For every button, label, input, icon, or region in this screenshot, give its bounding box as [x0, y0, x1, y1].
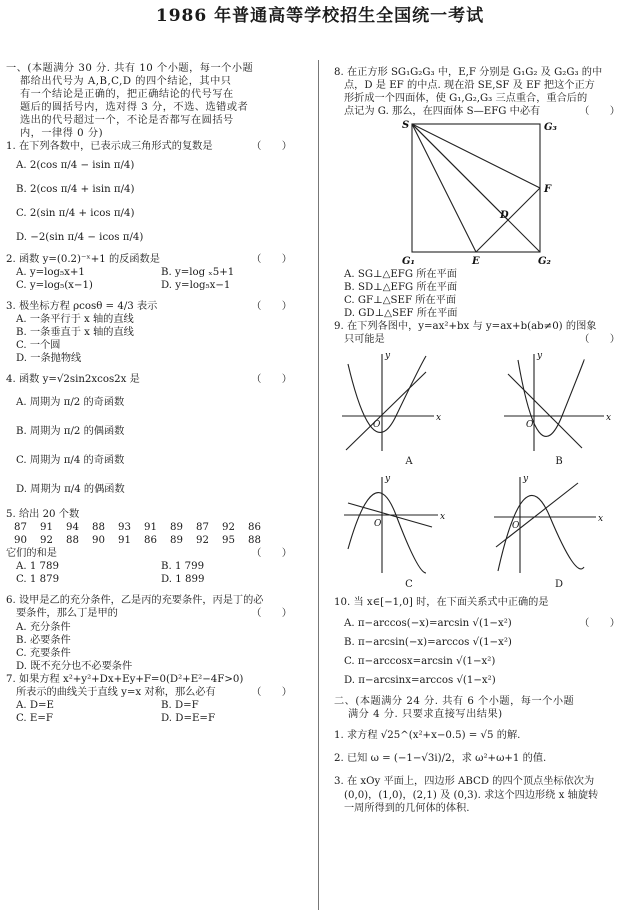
graph-c-plot — [334, 469, 484, 579]
question-2 — [6, 253, 306, 292]
number: 89 — [170, 522, 183, 534]
graph-b — [484, 346, 634, 469]
option-a: A. y=log₅x+1 — [16, 266, 85, 278]
option-c: C. 周期为 π/4 的奇函数 — [16, 455, 125, 467]
y-label: y — [537, 351, 543, 362]
number: 92 — [40, 535, 53, 547]
option-c: C. 2(sin π/4 + icos π/4) — [16, 208, 135, 220]
number: 88 — [248, 535, 261, 547]
option-b: B. D=F — [161, 699, 199, 711]
instruction-line: 都给出代号为 A,B,C,D 的四个结论，其中只 — [20, 76, 232, 88]
instruction-line: 内，一律得 0 分) — [20, 128, 104, 140]
option-a: A. D=E — [16, 699, 54, 711]
answer-bracket: （ ） — [579, 106, 620, 118]
question-6 — [6, 594, 306, 672]
label-G1: G₁ — [402, 256, 415, 268]
square-fold-figure — [334, 118, 634, 268]
number-row-1 — [6, 521, 306, 534]
question-5 — [6, 508, 306, 586]
question-stem: 3. 在 xOy 平面上，四边形 ABCD 的四个顶点坐标依次为 — [334, 776, 595, 788]
option-d: D. 既不充分也不必要条件 — [16, 660, 133, 672]
origin-label: O — [373, 420, 381, 431]
question-3 — [6, 300, 306, 365]
section2-question-2: 2. 已知 ω = (−1−√3i)/2，求 ω²+ω+1 的值. — [334, 753, 547, 765]
graph-d-label: D — [554, 579, 564, 591]
number: 87 — [14, 522, 27, 534]
number: 87 — [196, 522, 209, 534]
page-title: 1986 年普通高等学校招生全国统一考试 — [155, 6, 485, 26]
option-a: A. π−arccos(−x)=arcsin √(1−x²) — [344, 618, 512, 630]
question-stem: 8. 在正方形 SG₁G₂G₃ 中，E,F 分别是 G₁G₂ 及 G₂G₃ 的中 — [334, 67, 603, 78]
number: 86 — [248, 522, 261, 534]
segment-SE — [412, 124, 476, 252]
parabola — [498, 496, 584, 572]
question-stem: 9. 在下列各图中，y=ax²+bx 与 y=ax+b(ab≠0) 的图象 — [334, 321, 597, 333]
parabola — [348, 356, 426, 432]
option-c: C. π−arccosx=arcsin √(1−x²) — [344, 656, 496, 668]
question-stem: 6. 设甲是乙的充分条件，乙是丙的充要条件，丙是丁的必 — [6, 595, 264, 607]
instruction-line: 二、(本题满分 24 分. 共有 6 个小题，每一个小题 — [334, 696, 575, 708]
option-d: D. −2(sin π/4 − icos π/4) — [16, 232, 144, 244]
y-label: y — [385, 474, 391, 485]
left-column — [6, 62, 306, 725]
option-b: B. 必要条件 — [16, 634, 71, 646]
question-stem-cont: 一周所得到的几何体的体积. — [344, 802, 470, 814]
graph-a-plot — [334, 346, 484, 456]
straight-line — [346, 372, 426, 450]
section-one-instructions — [6, 62, 306, 140]
option-b: B. y=log ₓ5+1 — [161, 266, 235, 278]
number: 88 — [92, 522, 105, 534]
number: 92 — [222, 522, 235, 534]
section2-question-1: 1. 求方程 √25^(x²+x−0.5) = √5 的解. — [334, 730, 521, 742]
question-stem-cont: 点记为 G. 那么，在四面体 S—EFG 中必有 — [344, 106, 541, 118]
question-stem-cont: 形折成一个四面体，使 G₁,G₂,G₃ 三点重合，重合后的 — [344, 93, 588, 105]
y-label: y — [523, 474, 529, 485]
instruction-line: 有一个结论是正确的，把正确结论的代号写在 — [20, 89, 234, 101]
option-b: B. 1 799 — [161, 561, 205, 573]
number-row-2 — [6, 534, 306, 547]
label-E: E — [472, 256, 480, 268]
question-stem-cont: (0,0)，(1,0)，(2,1) 及 (0,3). 求这个四边形绕 x 轴旋转 — [344, 789, 599, 801]
question-stem: 2. 函数 y=(0.2)⁻ˣ+1 的反函数是 — [6, 253, 160, 265]
column-divider — [318, 60, 319, 910]
question-stem-cont: 点，D 是 EF 的中点. 现在沿 SE,SF 及 EF 把这个正方 — [344, 80, 595, 92]
number: 92 — [196, 535, 209, 547]
question-stem-cont: 所表示的曲线关于直线 y=x 对称，那么必有 — [16, 686, 216, 698]
graph-b-label: B — [555, 456, 563, 468]
answer-bracket: （ ） — [251, 253, 292, 265]
question-7 — [6, 673, 306, 725]
origin-label: O — [374, 519, 382, 530]
option-a: A. 2(cos π/4 − isin π/4) — [16, 160, 135, 172]
option-c: C. 一个圆 — [16, 339, 61, 351]
graph-d-plot — [484, 469, 634, 579]
section2-question-3 — [334, 775, 634, 814]
option-b: B. SD⊥△EFG 所在平面 — [344, 282, 458, 294]
answer-bracket: （ ） — [251, 608, 292, 620]
answer-bracket: （ ） — [579, 618, 620, 630]
x-label: x — [598, 514, 604, 525]
number: 90 — [14, 535, 27, 547]
option-d: D. π−arcsinx=arccos √(1−x²) — [344, 675, 496, 687]
question-9 — [334, 320, 634, 592]
x-label: x — [436, 413, 442, 424]
number: 93 — [118, 522, 131, 534]
graph-c — [334, 469, 484, 592]
answer-bracket: （ ） — [579, 334, 620, 346]
option-a: A. 周期为 π/2 的奇函数 — [16, 396, 125, 408]
number: 95 — [222, 535, 235, 547]
answer-bracket: （ ） — [251, 141, 292, 153]
option-b: B. 一条垂直于 x 轴的直线 — [16, 326, 134, 338]
question-stem: 10. 当 x∈[−1,0] 时，在下面关系式中正确的是 — [334, 597, 549, 609]
x-label: x — [606, 413, 612, 424]
question-stem: 3. 极坐标方程 ρcosθ = 4/3 表示 — [6, 300, 158, 312]
label-G2: G₂ — [538, 256, 551, 268]
graph-a — [334, 346, 484, 469]
option-c: C. 1 879 — [16, 574, 60, 586]
option-d: D. D=E=F — [161, 712, 216, 724]
number: 90 — [92, 535, 105, 547]
question-stem-cont: 要条件，那么丁是甲的 — [16, 608, 118, 620]
question-stem-cont: 只可能是 — [344, 334, 385, 346]
answer-bracket: （ ） — [251, 686, 292, 698]
option-a: A. 一条平行于 x 轴的直线 — [16, 313, 134, 325]
option-b: B. 2(cos π/4 + isin π/4) — [16, 184, 135, 196]
straight-line — [496, 483, 578, 547]
answer-bracket: （ ） — [251, 300, 292, 312]
number: 86 — [144, 535, 157, 547]
origin-label: O — [526, 420, 534, 431]
section-two-instructions — [334, 695, 634, 721]
label-D: D — [500, 210, 509, 222]
origin-label: O — [512, 521, 520, 532]
option-b: B. 周期为 π/2 的偶函数 — [16, 425, 125, 437]
right-column — [334, 66, 634, 815]
segment-SG2 — [412, 124, 540, 252]
graph-d — [484, 469, 634, 592]
question-ask: 它们的和是 — [6, 548, 57, 560]
graph-a-label: A — [405, 456, 413, 468]
option-b: B. π−arcsin(−x)=arccos √(1−x²) — [344, 637, 512, 649]
option-d: D. 周期为 π/4 的偶函数 — [16, 484, 125, 496]
question-stem: 5. 给出 20 个数 — [6, 509, 80, 521]
instruction-line: 题后的圆括号内，选对得 3 分，不选、选错或者 — [20, 102, 249, 114]
question-10 — [334, 596, 634, 687]
graph-b-plot — [484, 346, 634, 456]
number: 89 — [170, 535, 183, 547]
label-G3: G₃ — [544, 122, 557, 134]
graph-options — [334, 346, 634, 592]
option-c: C. y=log₅(x−1) — [16, 279, 93, 291]
answer-bracket: （ ） — [251, 548, 292, 560]
question-stem: 4. 函数 y=√2sin2xcos2x 是 — [6, 373, 140, 385]
question-1 — [6, 140, 306, 244]
option-a: A. SG⊥△EFG 所在平面 — [344, 269, 457, 281]
instruction-line: 满分 4 分. 只要求直接写出结果) — [348, 709, 503, 721]
label-S: S — [402, 120, 410, 132]
number: 91 — [144, 522, 157, 534]
option-c: C. 充要条件 — [16, 647, 71, 659]
question-stem: 7. 如果方程 x²+y²+Dx+Ey+F=0(D²+E²−4F>0) — [6, 673, 244, 685]
option-d: D. GD⊥△SEF 所在平面 — [344, 308, 458, 320]
y-label: y — [385, 351, 391, 362]
instruction-line: 一、(本题满分 30 分. 共有 10 个小题，每一个小题 — [6, 63, 254, 74]
number: 88 — [66, 535, 79, 547]
number: 91 — [118, 535, 131, 547]
option-d: D. 一条抛物线 — [16, 352, 82, 364]
question-stem: 1. 在下列各数中，已表示成三角形式的复数是 — [6, 141, 213, 153]
question-4 — [6, 373, 306, 496]
answer-bracket: （ ） — [251, 373, 292, 385]
option-d: D. y=log₅x−1 — [161, 279, 231, 291]
option-d: D. 1 899 — [161, 574, 205, 586]
x-label: x — [440, 512, 446, 523]
option-c: C. GF⊥△SEF 所在平面 — [344, 295, 457, 307]
parabola — [348, 493, 426, 573]
graph-c-label: C — [405, 579, 413, 591]
label-F: F — [544, 184, 552, 196]
option-a: A. 1 789 — [16, 561, 59, 573]
option-a: A. 充分条件 — [16, 621, 71, 633]
number: 94 — [66, 522, 79, 534]
number: 91 — [40, 522, 53, 534]
segment-SF — [412, 124, 540, 188]
instruction-line: 选出的代号超过一个，不论是否都写在圆括号 — [20, 115, 234, 127]
question-8 — [334, 66, 634, 320]
option-c: C. E=F — [16, 712, 53, 724]
